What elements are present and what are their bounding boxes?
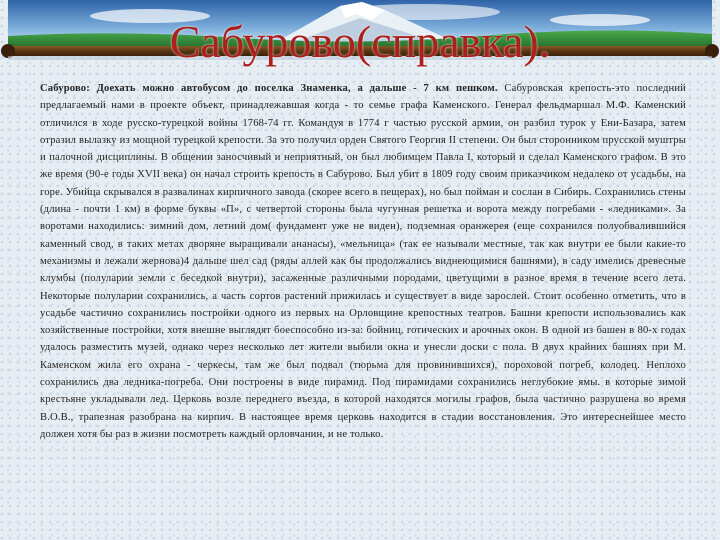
lead-sentence: Сабурово: Доехать можно автобусом до поселка Знаменка, а дальше - 7 км пешком.	[40, 83, 498, 94]
slide-title: Сабурово(справка).	[169, 16, 551, 67]
body-text	[40, 80, 686, 538]
body-paragraph: Сабуровская крепость-это последний предлагаемый нами в проекте объект, принадлежавшая когда - то семье графа Каменского. Генерал фельдмаршал М.Ф. Каменский отличился в ходе русско-турецкой войны 1768-74 гг. Командуя в 1774 г частью русской армии, он разбил турок у Ени-Базара, затем отразил вылазку из мощной турецкой крепости. За это получил орден Святого Георгия II степени. Он был сторонником прусской муштры и палочной дисциплины. В общении заносчивый и неприятный, он был любимцем Павла I, который и сделал Каменского графом. В это же время (90-е годы XVII века) он начал строить крепость в Сабурово. Был убит в 1809 году своим приказчиком недалеко от усадьбы, на горе. Убийца скрывался в развалинах кирпичного завода (скорее всего в пещерах), но был пойман и сослан в Сибирь. Сохранились стены (длина - почти 1 км) в форме буквы «П», с четвертой стороны была чугунная решетка и ворота между погребами - «ледниками». За воротами находились: зимний дом, летний дом( фундамент уже не виден), подземная оранжерея (еще сохранился полуобвалившийся каменный свод, в таких метах дворяне выращивали ананасы), «мельница» (так ее называли местные, так как внутри ее были какие-то механизмы и лежали жернова)4 дальше шел сад (ряды аллей как бы продолжались виднеющимися башнями), в саду имелись древесные клумбы (полуларии земли с беседкой внутри), засаженные различными породами, цветущими в разное время в течение всего лета. Некоторые полуларии сохранились, а часть сортов растений прижилась и существует в виде зарослей. Стоит особенно отметить, что в усадьбе частично сохранились постройки одного из первых на Орловщине крепостных театров. Башни крепости использовались как хозяйственные постройки, хотя внешне выглядят боеспособно из-за: бойниц, готических и арочных окон. В одной из башен в 80-х годах удалось разместить музей, однако через несколько лет жители выбили окна и унесли доски с пола. В двух крайних башнях при М. Каменском жила его охрана - черкесы, там же был подвал (тюрьма для провинившихся), пороховой погреб, колодец. Неплохо сохранились два ледника-погреба. Они построены в виде пирамид. Под пирамидами сохранились неглубокие ямы. в которые зимой крестьяне укладывали лед. Церковь возле переднего въезда, в которой находятся могилы графов, была частично разрушена во время В.О.В., трапезная разобрана на кирпич. В настоящее время церковь находится в стадии восстановления. Это интереснейшее место должен хотя бы раз в жизни посмотреть каждый орловчанин, и не только.	[40, 83, 686, 440]
